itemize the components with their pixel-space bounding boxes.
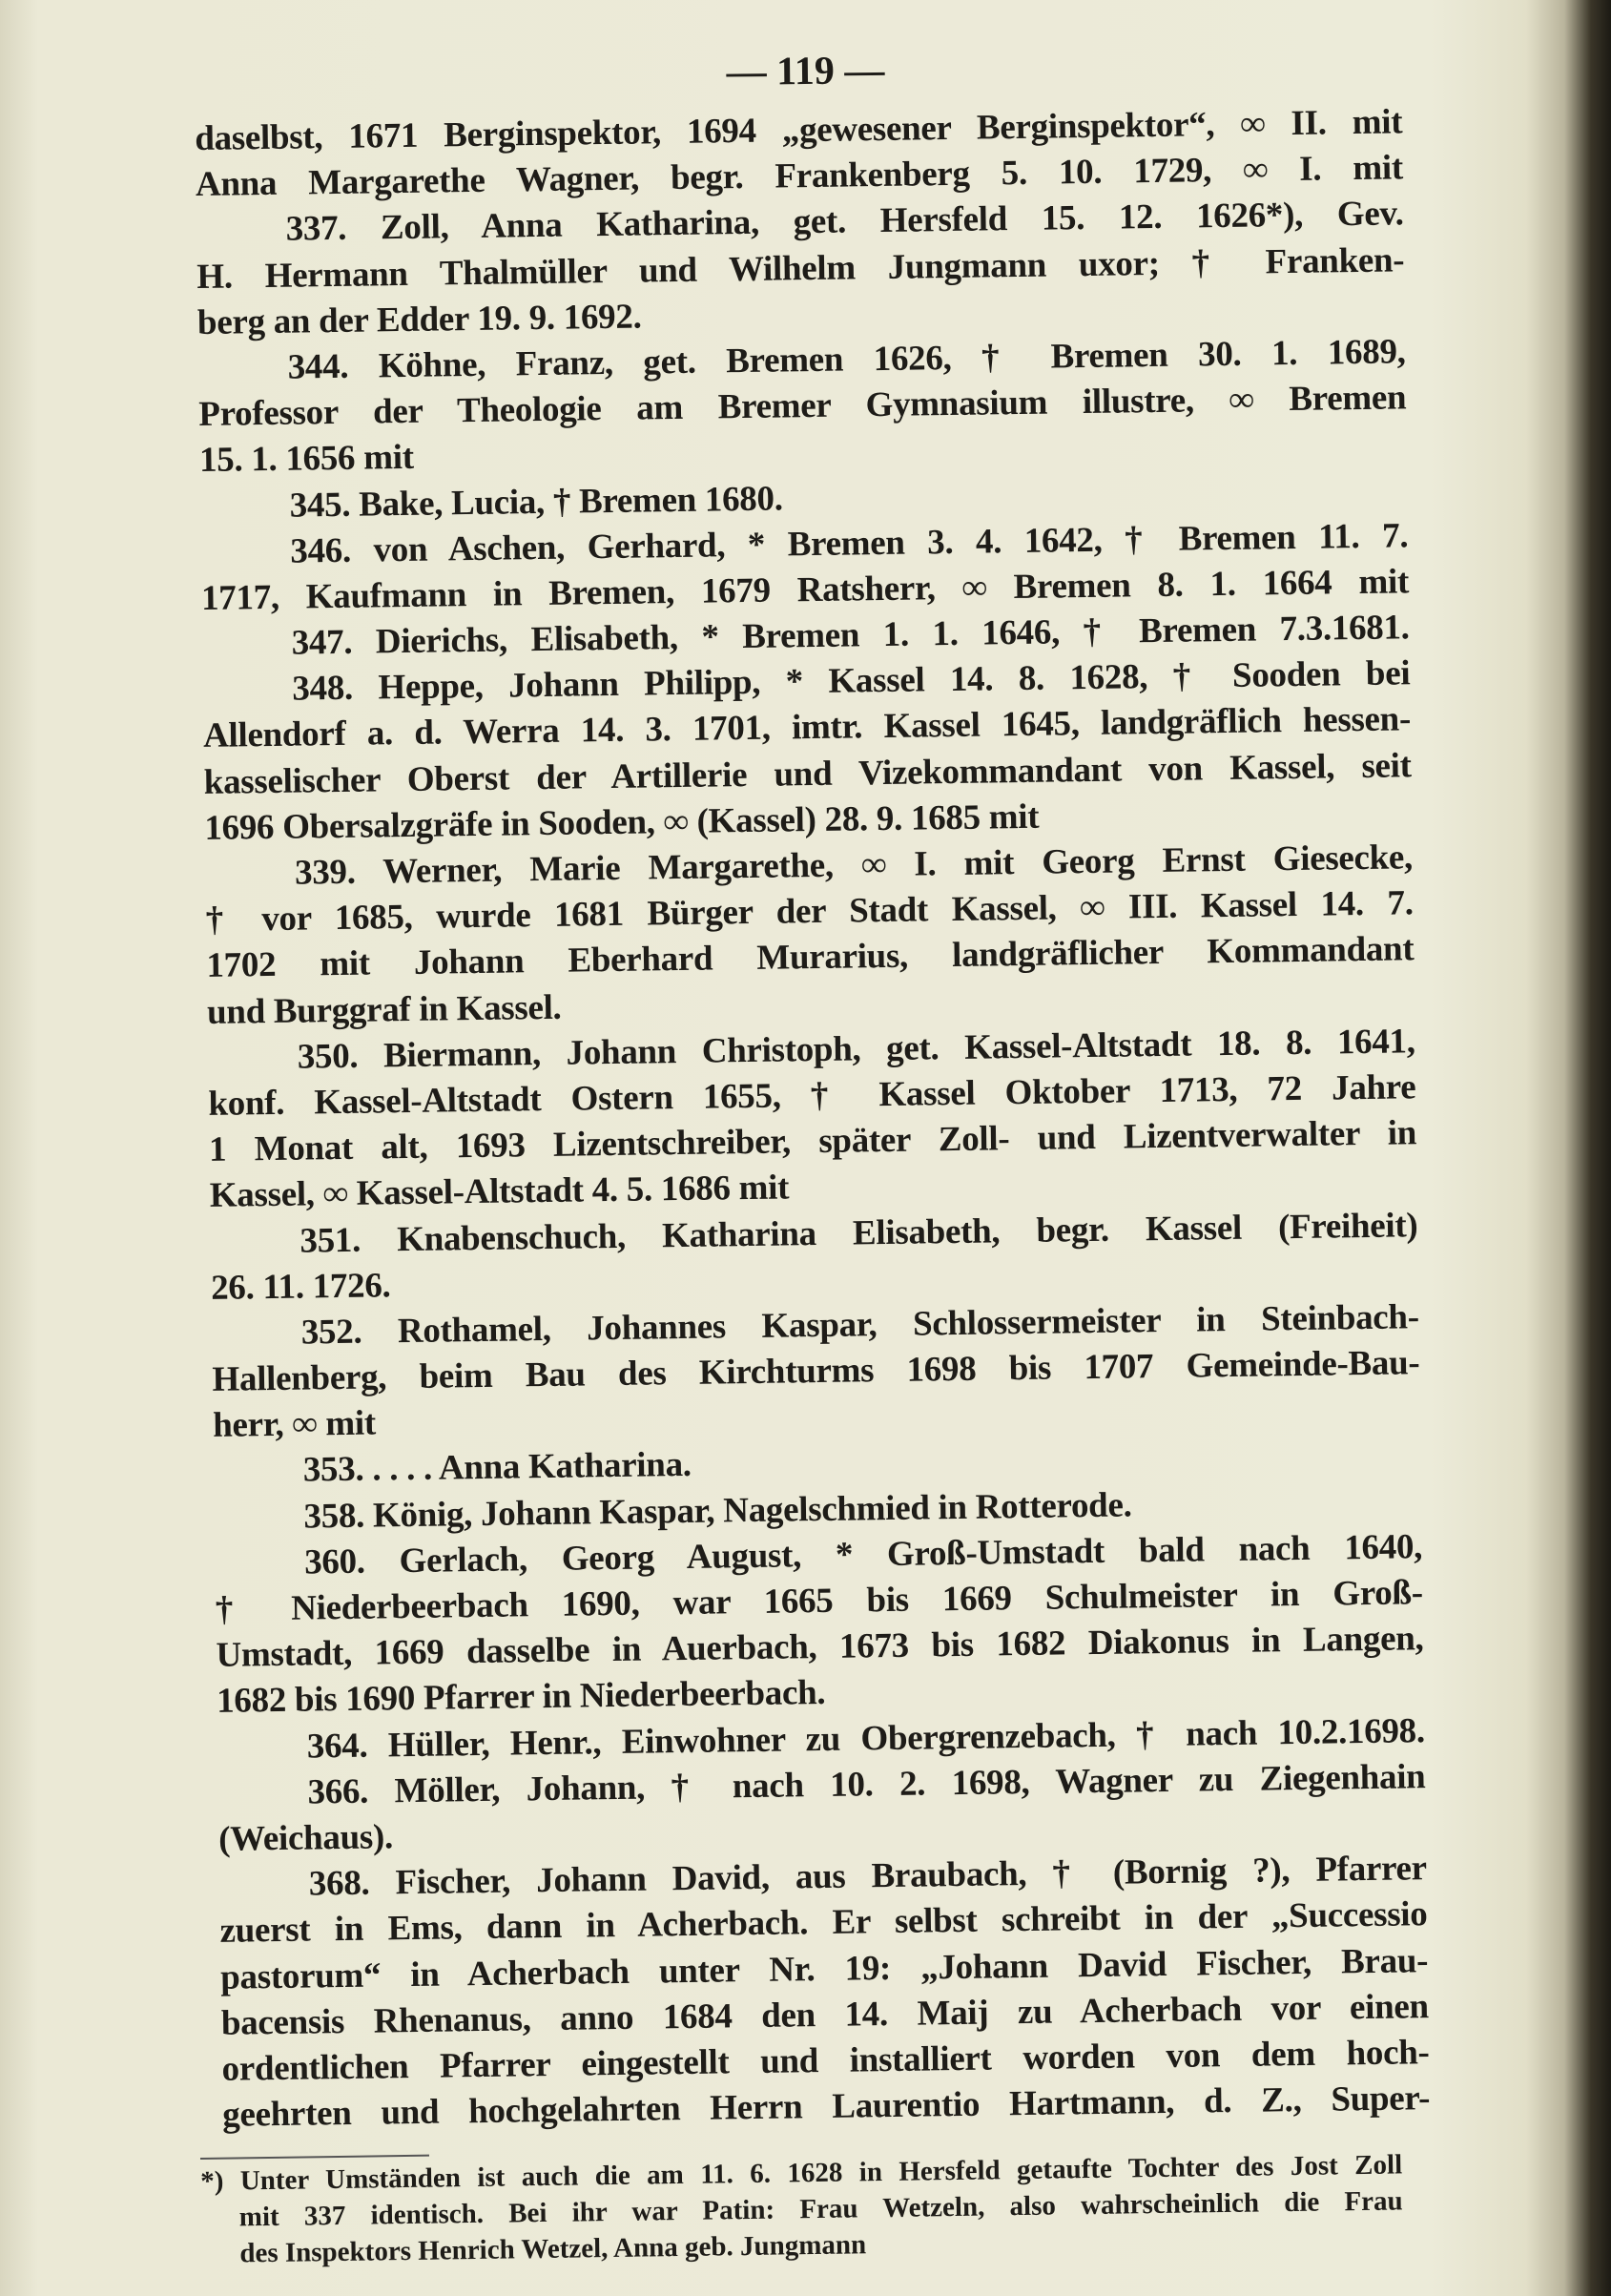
text-line: Professor der Theologie am Bremer Gymnasium illustre, ∞ Bremen <box>198 378 1407 435</box>
text-line: (Weichaus). <box>217 1817 394 1859</box>
text-line: und Burggraf in Kassel. <box>206 987 562 1032</box>
text-line: 15. 1. 1656 mit <box>198 438 414 481</box>
text-line: 1702 mit Johann Eberhard Murarius, landgräflicher Kommandant <box>206 929 1415 986</box>
text-line: 353. . . . . Anna Katharina. <box>302 1445 692 1490</box>
text-line: 26. 11. 1726. <box>210 1265 391 1308</box>
text-line: bacensis Rhenanus, anno 1684 den 14. Maij zu Acherbach vor einen <box>220 1986 1430 2043</box>
text-line: H. Hermann Thalmüller und Wilhelm Jungmann uxor; † Franken- <box>196 239 1405 297</box>
text-line: 1717, Kaufmann in Bremen, 1679 Ratsherr, ∞ Bremen 8. 1. 1664 mit <box>200 562 1410 618</box>
text-line: geehrten und hochgelahrten Herrn Laurentio Hartmann, d. Z., Super- <box>221 2079 1431 2135</box>
text-line: 1 Monat alt, 1693 Lizentschreiber, später Zoll- und Lizentverwalter in <box>208 1113 1417 1170</box>
text-line: Umstadt, 1669 dasselbe in Auerbach, 1673 bis 1682 Diakonus in Langen, <box>216 1619 1424 1676</box>
text-line: 344. Köhne, Franz, get. Bremen 1626, † Bremen 30. 1. 1689, <box>287 332 1406 387</box>
footnote-line: *) Unter Umständen ist auch die am 11. 6. 1628 in Hersfeld getaufte Tochter des Jost Zoll <box>200 2149 1403 2197</box>
text-line: 346. von Aschen, Gerhard, * Bremen 3. 4. 1642, † Bremen 11. 7. <box>290 515 1409 571</box>
text-line: 347. Dierichs, Elisabeth, * Bremen 1. 1. 1646, † Bremen 7.3.1681. <box>291 608 1410 663</box>
text-line: konf. Kassel-Altstadt Ostern 1655, † Kassel Oktober 1713, 72 Jahre <box>208 1067 1416 1124</box>
text-line: 339. Werner, Marie Margarethe, ∞ I. mit Georg Ernst Giesecke, <box>294 838 1414 893</box>
text-line: 358. König, Johann Kaspar, Nagelschmied in Rotterode. <box>303 1485 1132 1537</box>
text-line: 350. Biermann, Johann Christoph, get. Kassel-Altstadt 18. 8. 1641, <box>297 1021 1415 1077</box>
footnote-rule <box>200 2155 429 2160</box>
text-line: 348. Heppe, Johann Philipp, * Kassel 14. 8. 1628, † Sooden bei <box>292 653 1411 709</box>
text-line: 345. Bake, Lucia, † Bremen 1680. <box>289 478 783 526</box>
text-line: 364. Hüller, Henr., Einwohner zu Obergrenzebach, † nach 10.2.1698. <box>306 1710 1426 1767</box>
text-line: daselbst, 1671 Berginspektor, 1694 „gewesener Berginspektor“, ∞ II. mit <box>195 102 1403 158</box>
text-line: 337. Zoll, Anna Katharina, get. Hersfeld 15. 12. 1626*), Gev. <box>285 194 1404 250</box>
page-number: — 119 — <box>726 49 885 94</box>
text-line: 366. Möller, Johann, † nach 10. 2. 1698, Wagner zu Ziegenhain <box>307 1756 1426 1812</box>
text-line: berg an der Edder 19. 9. 1692. <box>196 297 642 342</box>
text-line: pastorum“ in Acherbach unter Nr. 19: „Johann David Fischer, Brau- <box>219 1940 1429 1997</box>
text-line: 1696 Obersalzgräfe in Sooden, ∞ (Kassel) 28. 9. 1685 mit <box>204 796 1040 848</box>
text-line: Kassel, ∞ Kassel-Altstadt 4. 5. 1686 mit <box>209 1168 790 1216</box>
text-line: herr, ∞ mit <box>212 1403 377 1446</box>
text-line: † vor 1685, wurde 1681 Bürger der Stadt Kassel, ∞ III. Kassel 14. 7. <box>205 883 1414 941</box>
footnote-line: mit 337 identisch. Bei ihr war Patin: Frau Wetzeln, also wahrscheinlich die Frau <box>238 2185 1403 2233</box>
text-line: 352. Rothamel, Johannes Kaspar, Schlossermeister in Steinbach- <box>300 1297 1419 1353</box>
text-line: ordentlichen Pfarrer eingestellt und installiert worden von dem hoch- <box>221 2033 1430 2089</box>
text-line: 368. Fischer, Johann David, aus Braubach, † (Bornig ?), Pfarrer <box>308 1849 1428 1904</box>
text-line: 360. Gerlach, Georg August, * Groß-Umstadt bald nach 1640, <box>303 1526 1423 1582</box>
main-text <box>195 99 1430 2139</box>
text-line: Hallenberg, beim Bau des Kirchturms 1698 bis 1707 Gemeinde-Bau- <box>212 1343 1420 1399</box>
text-line: † Niederbeerbach 1690, war 1665 bis 1669 Schulmeister in Groß- <box>215 1573 1424 1629</box>
text-line: Anna Margarethe Wagner, begr. Frankenberg 5. 10. 1729, ∞ I. mit <box>195 148 1404 205</box>
text-line: 351. Knabenschuch, Katharina Elisabeth, begr. Kassel (Freiheit) <box>299 1205 1418 1261</box>
text-line: 1682 bis 1690 Pfarrer in Niederbeerbach. <box>216 1673 826 1722</box>
footnote-line: des Inspektors Henrich Wetzel, Anna geb. Jungmann <box>239 2229 867 2269</box>
text-line: Allendorf a. d. Werra 14. 3. 1701, imtr. Kassel 1645, landgräflich hessen- <box>202 699 1412 756</box>
text-line: kasselischer Oberst der Artillerie und Vizekommandant von Kassel, seit <box>203 745 1412 802</box>
text-line: zuerst in Ems, dann in Acherbach. Er selbst schreibt in der „Successio <box>219 1894 1428 1952</box>
footnote <box>200 2146 1403 2272</box>
